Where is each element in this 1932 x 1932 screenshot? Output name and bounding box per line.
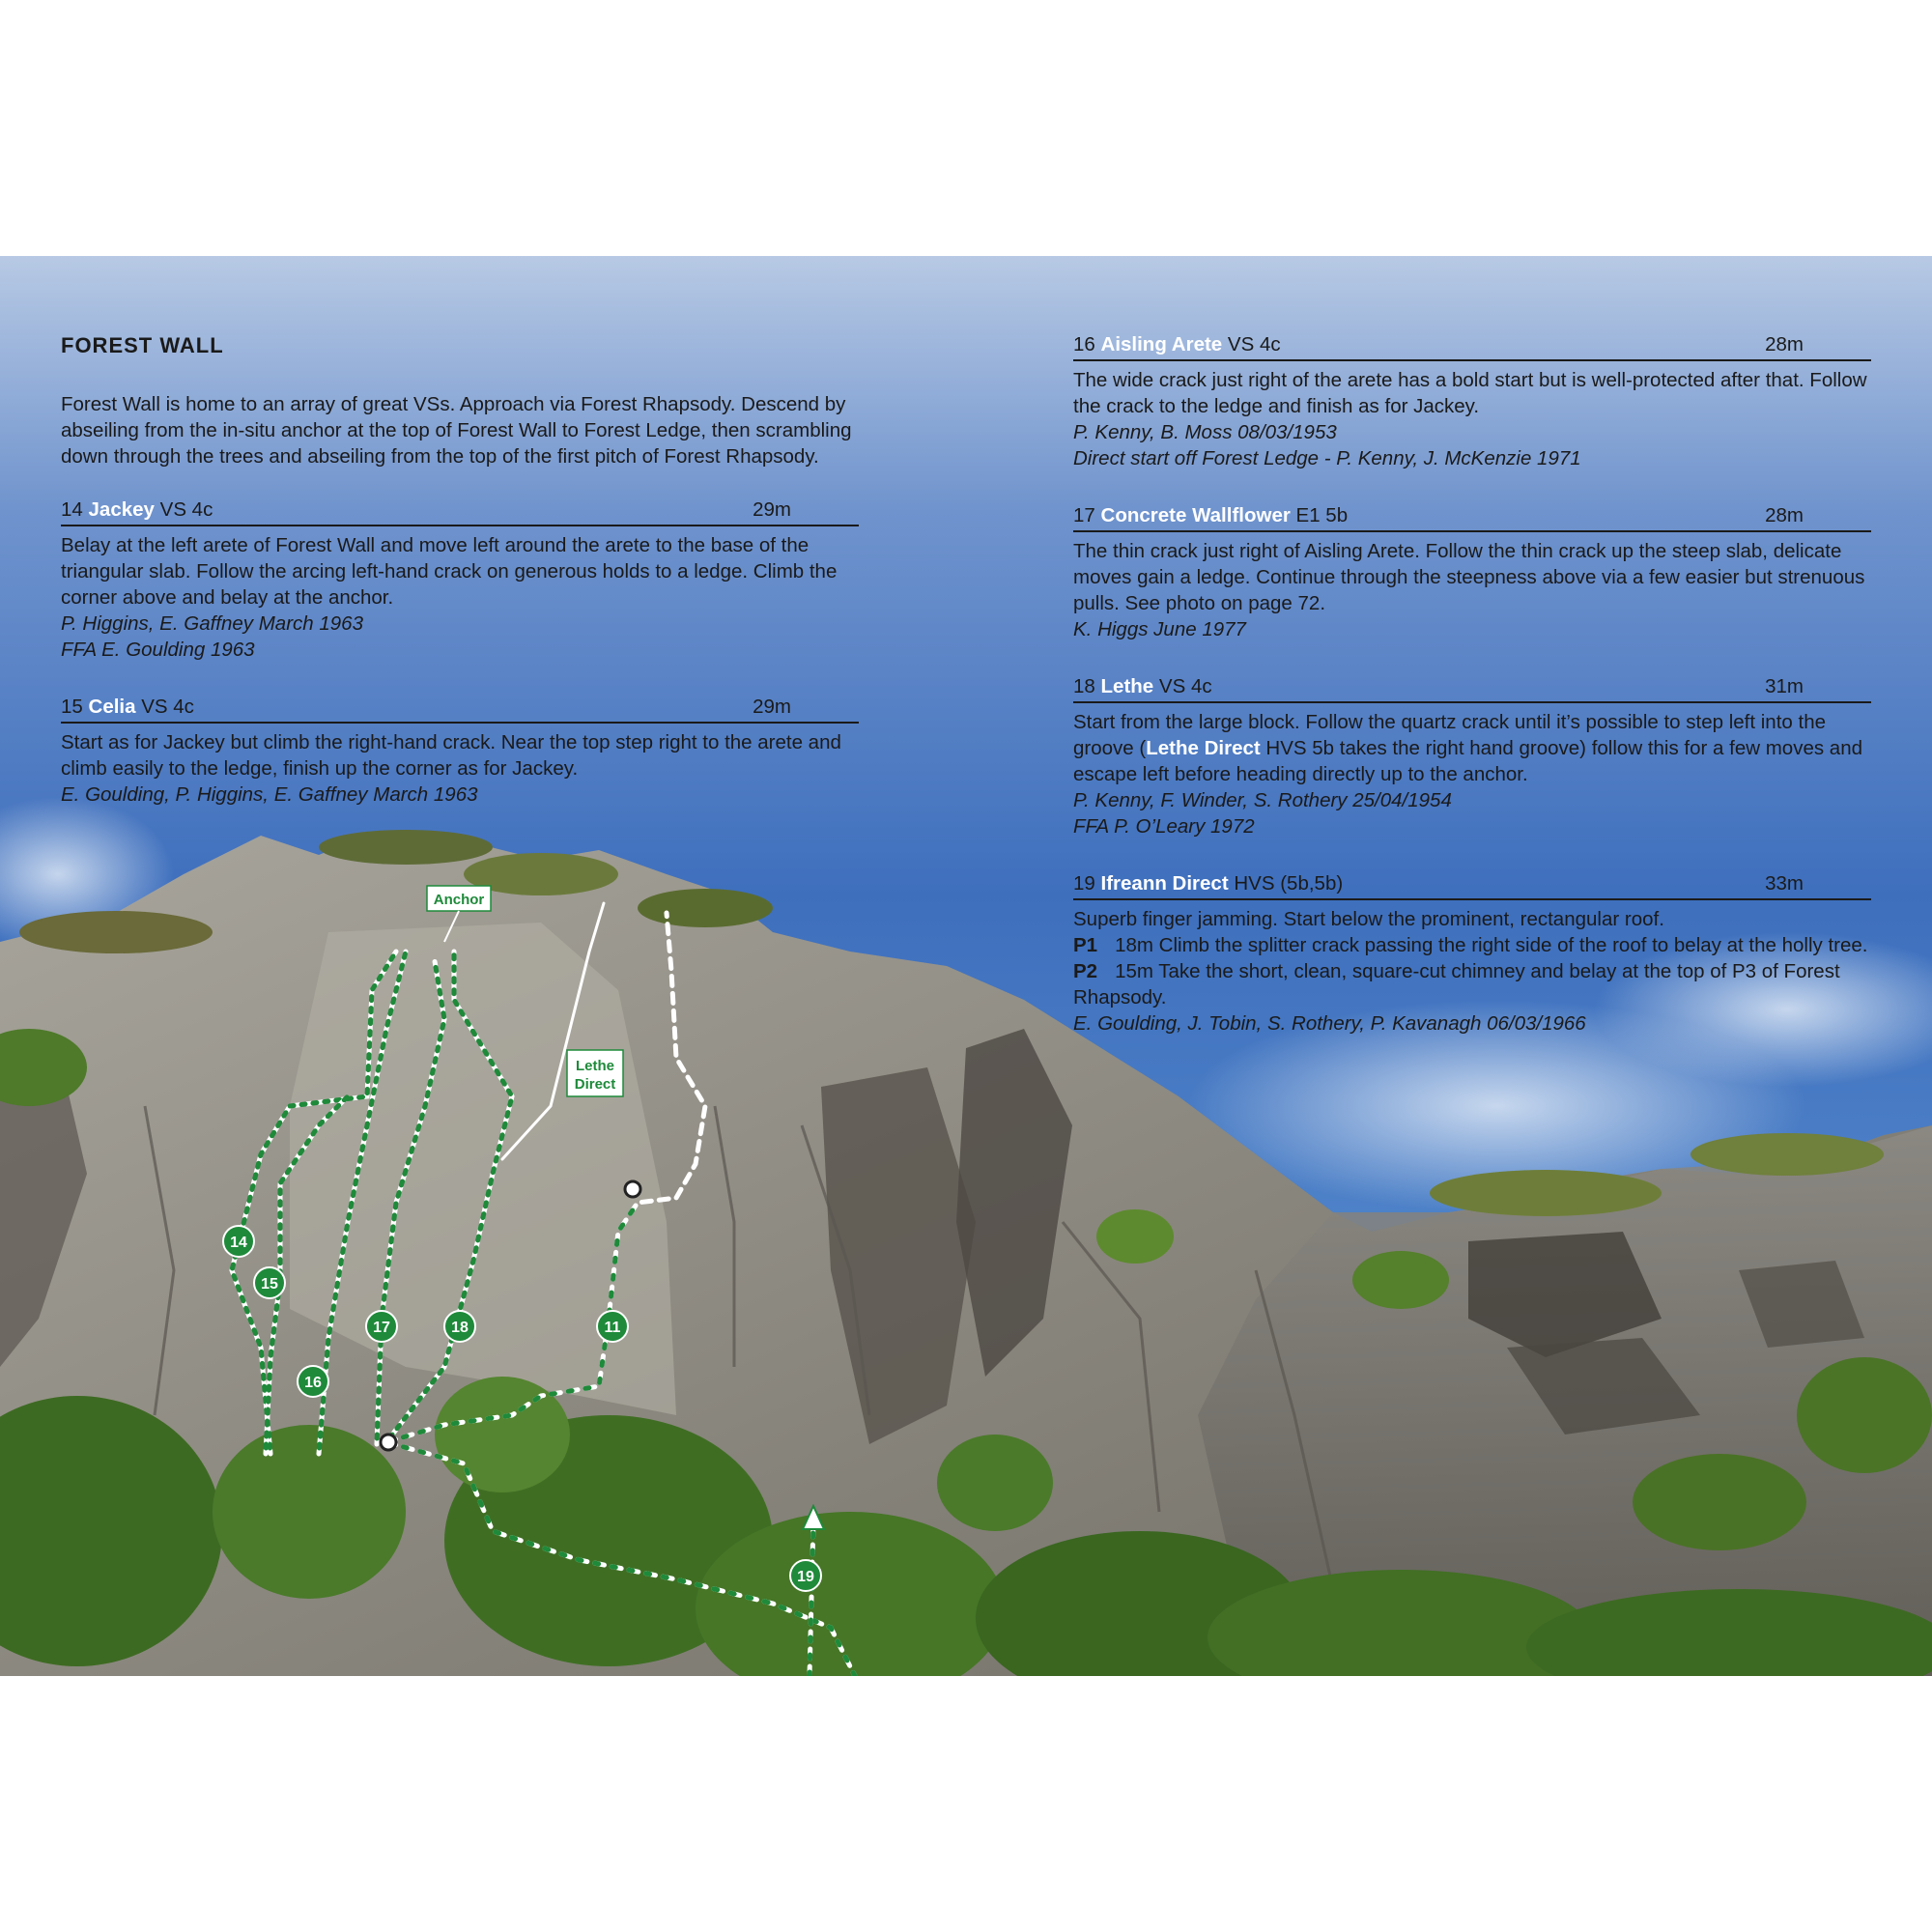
first-ascent: P. Kenny, B. Moss 08/03/1953 [1073,421,1337,443]
route-entry-18 [1073,675,1871,839]
first-ascent: K. Higgs June 1977 [1073,618,1246,640]
intro-paragraph: Forest Wall is home to an array of great VSs. Approach via Forest Rhapsody. Descend by abseiling from the in-situ anchor at the top of Forest Wall to Forest Ledge, then scrambling down through the trees and abseiling from the top of the first pitch of Forest Rhapsody. [61,393,852,468]
route-description: The wide crack just right of the arete has a bold start but is well-protected after that. Follow the crack to the ledge and finish as for Jackey. [1073,369,1867,417]
first-ascent: P. Kenny, F. Winder, S. Rothery 25/04/1954 [1073,789,1452,811]
route-entry-19 [1073,872,1871,1037]
route-entry-14 [61,498,859,663]
route-name: Lethe [1100,675,1154,697]
svg-text:16: 16 [304,1375,322,1391]
left-column [61,333,859,840]
route-number: 19 [1073,872,1095,895]
route-name: Jackey [88,498,155,521]
pitch-label: P2 [1073,960,1098,982]
route-title [1073,675,1212,698]
pitch-label: P1 [1073,934,1098,956]
first-free-ascent: FFA E. Goulding 1963 [61,639,255,661]
route-title [61,696,194,719]
svg-text:Anchor: Anchor [433,892,485,908]
first-ascent: P. Higgins, E. Gaffney March 1963 [61,612,363,635]
first-ascent: E. Goulding, J. Tobin, S. Rothery, P. Kavanagh 06/03/1966 [1073,1012,1586,1035]
route-header [1073,333,1871,361]
desc-text: Start from the large block. Follow the quartz crack until it’s possible to step left into the groove ( [1073,711,1826,759]
route-title [61,498,213,522]
section-title: FOREST WALL [61,333,224,357]
pitch-2 [1073,958,1871,1010]
pitch-text: 18m Climb the splitter crack passing the right side of the roof to belay at the holly tree. [1115,934,1868,956]
svg-text:18: 18 [451,1320,469,1336]
route-grade: VS 4c [1227,333,1281,355]
route-title [1073,504,1348,527]
route-description: Belay at the left arete of Forest Wall and move left around the arete to the base of the triangular slab. Follow the arcing left-hand crack on generous holds to a ledge. Climb the corner above and belay at the anchor. [61,534,838,609]
route-length: 33m [1765,872,1804,895]
route-header [61,498,859,526]
lethe-direct-label [567,1050,623,1096]
route-length: 28m [1765,333,1804,355]
route-grade: HVS (5b,5b) [1234,872,1344,895]
route-name: Concrete Wallflower [1100,504,1291,526]
direct-start-ascent: Direct start off Forest Ledge - P. Kenny, J. McKenzie 1971 [1073,447,1581,469]
route-grade: E1 5b [1295,504,1349,526]
route-number: 15 [61,696,83,718]
route-number: 18 [1073,675,1095,697]
route-marker-17 [366,1311,397,1342]
route-length: 28m [1765,504,1804,526]
pitch-1 [1073,932,1871,958]
route-name: Aisling Arete [1100,333,1223,355]
route-header [1073,504,1871,532]
route-header [1073,675,1871,703]
svg-text:15: 15 [261,1276,278,1293]
route-grade: VS 4c [1158,675,1212,697]
route-description: The thin crack just right of Aisling Arete. Follow the thin crack up the steep slab, delicate moves gain a ledge. Continue through the steepness above via a few easier but strenuous pulls. See photo on page 72. [1073,540,1865,614]
svg-text:Lethe: Lethe [575,1058,615,1074]
route-title [1073,872,1343,895]
route-name: Celia [88,696,136,718]
route-entry-15 [61,696,859,808]
route-grade: VS 4c [141,696,194,718]
route-grade: VS 4c [159,498,213,521]
guidebook-page [0,256,1932,1676]
route-length: 29m [753,498,791,521]
route-description: Start as for Jackey but climb the right-hand crack. Near the top step right to the arete and climb easily to the ledge, finish up the corner as for Jackey. [61,731,841,780]
route-description [1073,709,1871,787]
pitch-text: 15m Take the short, clean, square-cut chimney and belay at the top of P3 of Forest Rhapsody. [1073,960,1840,1009]
variant-name: Lethe Direct [1146,737,1261,759]
route-marker-16 [298,1366,328,1397]
route-number: 16 [1073,333,1095,355]
route-entry-16 [1073,333,1871,471]
desc-text: HVS 5b takes the right hand groove) follow this for a few moves and escape left before heading directly up to the anchor. [1073,737,1863,785]
route-title [1073,333,1281,356]
route-marker-11 [597,1311,628,1342]
route-length: 31m [1765,675,1804,697]
svg-text:11: 11 [604,1320,621,1336]
svg-text:Direct: Direct [574,1076,616,1093]
route-number: 17 [1073,504,1095,526]
svg-text:14: 14 [230,1235,247,1251]
route-name: Ifreann Direct [1100,872,1229,895]
route-entry-17 [1073,504,1871,642]
route-header [61,696,859,724]
route-header [1073,872,1871,900]
belay-ring-icon [625,1181,640,1197]
route-length: 29m [753,696,791,718]
right-column [1073,333,1871,1069]
svg-text:19: 19 [797,1569,814,1585]
route-description: Superb finger jamming. Start below the prominent, rectangular roof. [1073,908,1664,930]
route-marker-14 [223,1226,254,1257]
route-marker-19 [790,1560,821,1591]
first-ascent: E. Goulding, P. Higgins, E. Gaffney March 1963 [61,783,478,806]
svg-text:17: 17 [373,1320,390,1336]
route-marker-15 [254,1267,285,1298]
first-free-ascent: FFA P. O’Leary 1972 [1073,815,1255,838]
belay-ring-icon [381,1435,396,1450]
route-number: 14 [61,498,83,521]
route-marker-18 [444,1311,475,1342]
anchor-label [427,886,491,911]
